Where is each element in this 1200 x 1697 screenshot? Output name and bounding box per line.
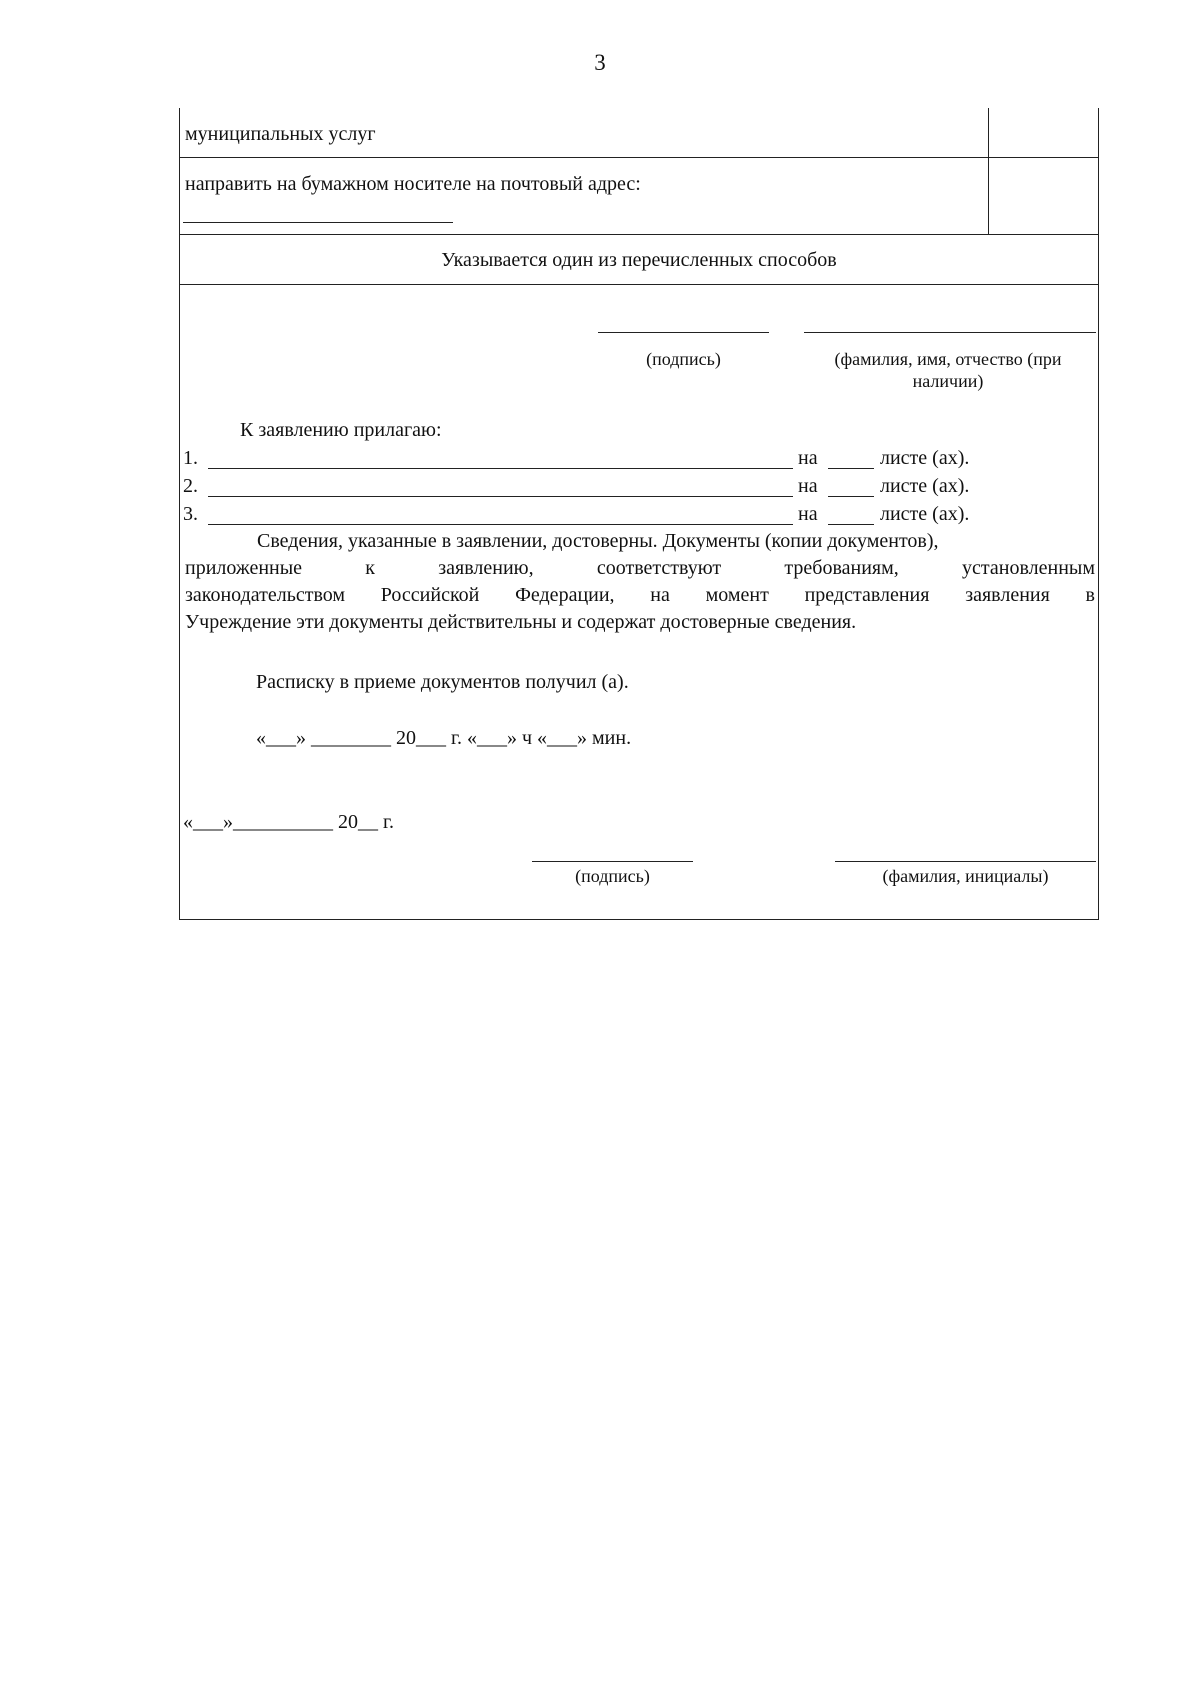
final-date-line: «___»__________ 20__ г. bbox=[183, 811, 394, 833]
attachment-sheets-label: листе (ах). bbox=[880, 503, 970, 525]
attachment-sheet-count-blank bbox=[828, 468, 874, 469]
receipt-text: Расписку в приеме документов получил (а). bbox=[256, 671, 629, 693]
attachment-name-blank bbox=[208, 496, 793, 497]
declaration-line: Сведения, указанные в заявлении, достоверны. Документы (копии документов), bbox=[257, 530, 939, 552]
table-row-divider bbox=[179, 157, 1099, 158]
attachment-sheets-label: листе (ах). bbox=[880, 447, 970, 469]
full-name-line bbox=[804, 332, 1096, 333]
attachment-number: 3. bbox=[183, 503, 198, 525]
table-right-border bbox=[1098, 108, 1099, 920]
attachment-on-label: на bbox=[798, 475, 818, 497]
attachment-on-label: на bbox=[798, 503, 818, 525]
attachment-sheet-count-blank bbox=[828, 496, 874, 497]
attachment-name-blank bbox=[208, 468, 793, 469]
page-number: 3 bbox=[594, 50, 606, 75]
final-name-line bbox=[835, 861, 1096, 862]
attachment-number: 1. bbox=[183, 447, 198, 469]
table-row-text-municipal-services: муниципальных услуг bbox=[185, 123, 376, 145]
declaration-paragraph bbox=[185, 528, 1095, 636]
table-row-text-postal: направить на бумажном носителе на почтовый адрес: bbox=[185, 173, 641, 195]
table-bottom-border bbox=[179, 919, 1099, 920]
full-name-caption-line1: (фамилия, имя, отчество (при bbox=[834, 349, 1062, 369]
table-row-text-method-note: Указывается один из перечисленных способов bbox=[441, 249, 837, 271]
attachment-on-label: на bbox=[798, 447, 818, 469]
table-row-divider bbox=[179, 234, 1099, 235]
receipt-datetime-line: «___» ________ 20___ г. «___» ч «___» мин. bbox=[256, 727, 632, 749]
full-name-caption bbox=[800, 348, 1096, 392]
declaration-line: законодательством Российской Федерации, на момент представления заявления в bbox=[185, 584, 1095, 606]
attachment-name-blank bbox=[208, 524, 793, 525]
full-name-caption-line2: наличии) bbox=[912, 371, 984, 391]
final-signature-caption: (подпись) bbox=[575, 866, 650, 886]
attachments-heading: К заявлению прилагаю: bbox=[240, 419, 442, 441]
declaration-line: приложенные к заявлению, соответствуют требованиям, установленным bbox=[185, 557, 1095, 579]
declaration-line: Учреждение эти документы действительны и содержат достоверные сведения. bbox=[185, 611, 857, 633]
postal-address-blank-line bbox=[183, 222, 453, 223]
signature-caption: (подпись) bbox=[646, 349, 721, 369]
table-left-border bbox=[179, 108, 180, 920]
table-row-divider bbox=[179, 284, 1099, 285]
attachment-number: 2. bbox=[183, 475, 198, 497]
signature-line bbox=[598, 332, 769, 333]
attachment-sheet-count-blank bbox=[828, 524, 874, 525]
final-signature-line bbox=[532, 861, 693, 862]
final-name-caption: (фамилия, инициалы) bbox=[882, 866, 1049, 886]
table-inner-column-border bbox=[988, 108, 989, 234]
attachment-sheets-label: листе (ах). bbox=[880, 475, 970, 497]
